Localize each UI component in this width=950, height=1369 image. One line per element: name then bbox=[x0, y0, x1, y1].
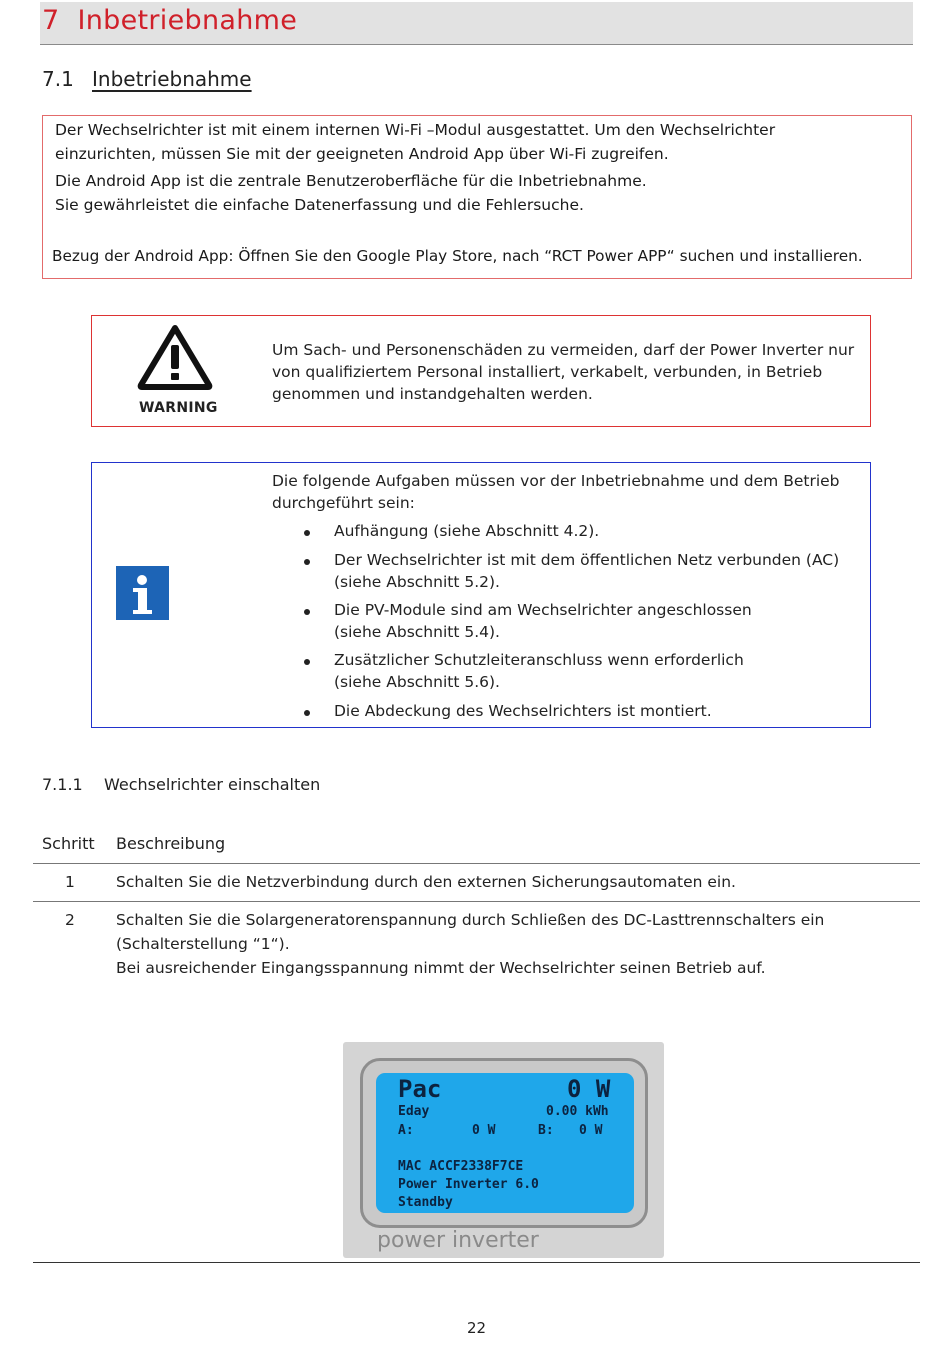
info-bullet-text: Aufhängung (siehe Abschnitt 4.2). bbox=[334, 522, 600, 540]
section-title: Inbetriebnahme bbox=[92, 67, 252, 91]
bullet-point bbox=[304, 530, 310, 536]
brand-label: power inverter bbox=[377, 1228, 539, 1253]
lcd-eday-label: Eday bbox=[398, 1104, 430, 1119]
section-number: 7.1 bbox=[42, 67, 74, 91]
bullet-point bbox=[304, 559, 310, 565]
table-header-description: Beschreibung bbox=[116, 834, 226, 853]
info-bullet-text: Die Abdeckung des Wechselrichters ist montiert. bbox=[334, 702, 712, 720]
lcd-a-label: A: bbox=[398, 1123, 414, 1138]
chapter-number: 7 bbox=[42, 5, 60, 36]
info-bullet-text: (siehe Abschnitt 5.2). bbox=[334, 573, 500, 591]
intro-line: Sie gewährleistet die einfache Datenerfassung und die Fehlersuche. bbox=[55, 196, 584, 214]
table-cell-description: Schalten Sie die Solargeneratorenspannung durch Schließen des DC-Lasttrennschalters ein bbox=[116, 911, 825, 929]
page-number: 22 bbox=[467, 1319, 487, 1337]
table-divider bbox=[33, 901, 920, 902]
lcd-a-value: 0 W bbox=[472, 1123, 496, 1138]
warning-text-line: genommen und instandgehalten werden. bbox=[272, 385, 593, 403]
bullet-point bbox=[304, 659, 310, 665]
lcd-b-value: 0 W bbox=[579, 1123, 603, 1138]
warning-text-line: von qualifiziertem Personal installiert, verkabelt, verbunden, in Betrieb bbox=[272, 363, 823, 381]
info-bullet-text: Die PV-Module sind am Wechselrichter angeschlossen bbox=[334, 601, 752, 619]
lcd-pac-label: Pac bbox=[398, 1075, 442, 1103]
subsection-number: 7.1.1 bbox=[42, 775, 83, 794]
info-intro-line: Die folgende Aufgaben müssen vor der Inbetriebnahme und dem Betrieb bbox=[272, 472, 840, 490]
table-cell-description: Schalten Sie die Netzverbindung durch den externen Sicherungsautomaten ein. bbox=[116, 873, 736, 891]
table-header-step: Schritt bbox=[42, 834, 95, 853]
subsection-title: Wechselrichter einschalten bbox=[104, 775, 321, 794]
warning-text-line: Um Sach- und Personenschäden zu vermeiden, darf der Power Inverter nur bbox=[272, 341, 855, 359]
lcd-mac: MAC ACCF2338F7CE bbox=[398, 1159, 524, 1174]
bullet-point bbox=[304, 710, 310, 716]
chapter-title bbox=[42, 5, 297, 36]
footer-divider bbox=[33, 1262, 920, 1263]
lcd-pac-value: 0 W bbox=[567, 1075, 611, 1103]
info-intro-line: durchgeführt sein: bbox=[272, 494, 415, 512]
warning-label: WARNING bbox=[139, 400, 218, 416]
info-bullet-text: (siehe Abschnitt 5.4). bbox=[334, 623, 500, 641]
lcd-b-label: B: bbox=[538, 1123, 554, 1138]
intro-line: Die Android App ist die zentrale Benutzeroberfläche für die Inbetriebnahme. bbox=[55, 172, 647, 190]
info-bullet-text: (siehe Abschnitt 5.6). bbox=[334, 673, 500, 691]
table-divider bbox=[33, 863, 920, 864]
table-cell-description: (Schalterstellung “1“). bbox=[116, 935, 290, 953]
intro-line: Der Wechselrichter ist mit einem internen Wi-Fi –Modul ausgestattet. Um den Wechselrichter bbox=[55, 121, 776, 139]
table-cell-step: 2 bbox=[65, 911, 75, 929]
table-cell-step: 1 bbox=[65, 873, 75, 891]
warning-triangle-icon bbox=[136, 323, 214, 391]
info-bullet-text: Zusätzlicher Schutzleiteranschluss wenn erforderlich bbox=[334, 651, 744, 669]
lcd-status: Standby bbox=[398, 1195, 453, 1210]
info-bullet-text: Der Wechselrichter ist mit dem öffentlichen Netz verbunden (AC) bbox=[334, 551, 840, 569]
lcd-model: Power Inverter 6.0 bbox=[398, 1177, 539, 1192]
info-icon bbox=[116, 566, 169, 620]
bullet-point bbox=[304, 609, 310, 615]
chapter-title-text: Inbetriebnahme bbox=[77, 5, 298, 36]
intro-line: einzurichten, müssen Sie mit der geeigneten Android App über Wi-Fi zugreifen. bbox=[55, 145, 669, 163]
app-download-text: Bezug der Android App: Öffnen Sie den Google Play Store, nach “RCT Power APP“ suchen und installieren. bbox=[52, 247, 863, 265]
table-cell-description: Bei ausreichender Eingangsspannung nimmt der Wechselrichter seinen Betrieb auf. bbox=[116, 959, 766, 977]
lcd-eday-value: 0.00 kWh bbox=[546, 1104, 609, 1119]
